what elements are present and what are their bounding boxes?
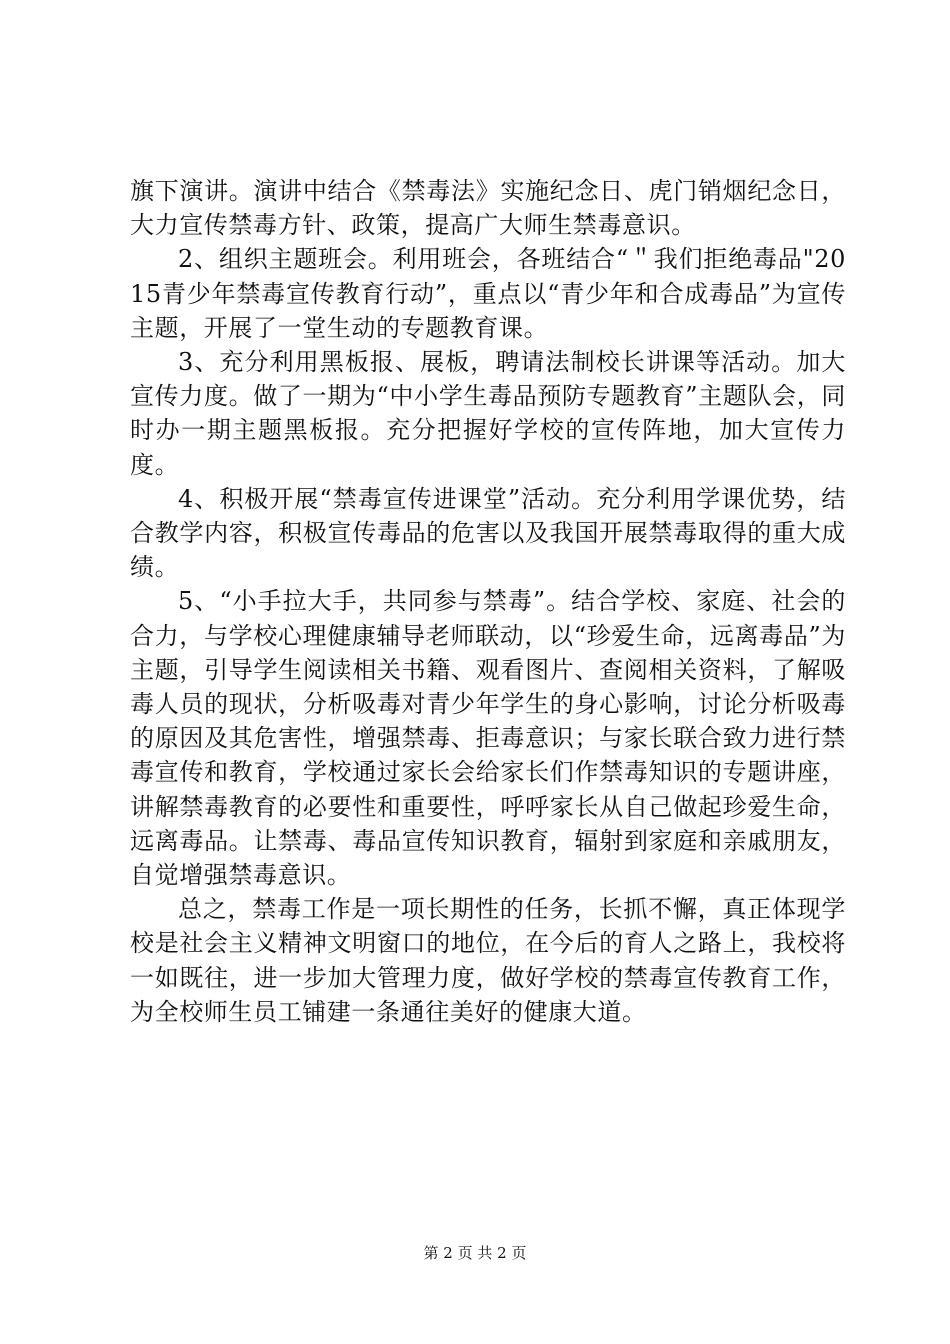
- paragraph-item-3: 3、充分利用黑板报、展板，聘请法制校长讲课等活动。加大宣传力度。做了一期为“中小学生毒品预防专题教育”主题队会，同时办一期主题黑板报。充分把握好学校的宣传阵地，加大宣传力度。: [130, 348, 846, 479]
- paragraph-continuation: 旗下演讲。演讲中结合《禁毒法》实施纪念日、虎门销烟纪念日，大力宣传禁毒方针、政策，提高广大师生禁毒意识。: [130, 177, 846, 240]
- paragraph-item-4: 4、积极开展“禁毒宣传进课堂”活动。充分利用学课优势，结合教学内容，积极宣传毒品的危害以及我国开展禁毒取得的重大成绩。: [130, 484, 846, 582]
- page-footer: 第 2 页 共 2 页: [423, 1244, 527, 1262]
- paragraph-item-5: 5、“小手拉大手，共同参与禁毒”。结合学校、家庭、社会的合力，与学校心理健康辅导老师联动，以“珍爱生命，远离毒品”为主题，引导学生阅读相关书籍、观看图片、查阅相关资料，了解吸毒人员的现状，分析吸毒对青少年学生的身心影响，讨论分析吸毒的原因及其危害性，增强禁毒、拒毒意识；与家长联合致力进行禁毒宣传和教育，学校通过家长会给家长们作禁毒知识的专题讲座，讲解禁毒教育的必要性和重要性，呼呼家长从自己做起珍爱生命，远离毒品。让禁毒、毒品宣传知识教育，辐射到家庭和亲戚朋友，自觉增强禁毒意识。: [130, 587, 846, 890]
- paragraph-conclusion: 总之，禁毒工作是一项长期性的任务，长抓不懈，真正体现学校是社会主义精神文明窗口的地位，在今后的育人之路上，我校将一如既往，进一步加大管理力度，做好学校的禁毒宣传教育工作，为全校师生员工铺建一条通往美好的健康大道。: [130, 895, 846, 1026]
- document-body: [130, 174, 846, 1029]
- paragraph-item-2: 2、组织主题班会。利用班会，各班结合“＂我们拒绝毒品"2015青少年禁毒宣传教育行动”，重点以“青少年和合成毒品”为宣传主题，开展了一堂生动的专题教育课。: [130, 245, 846, 342]
